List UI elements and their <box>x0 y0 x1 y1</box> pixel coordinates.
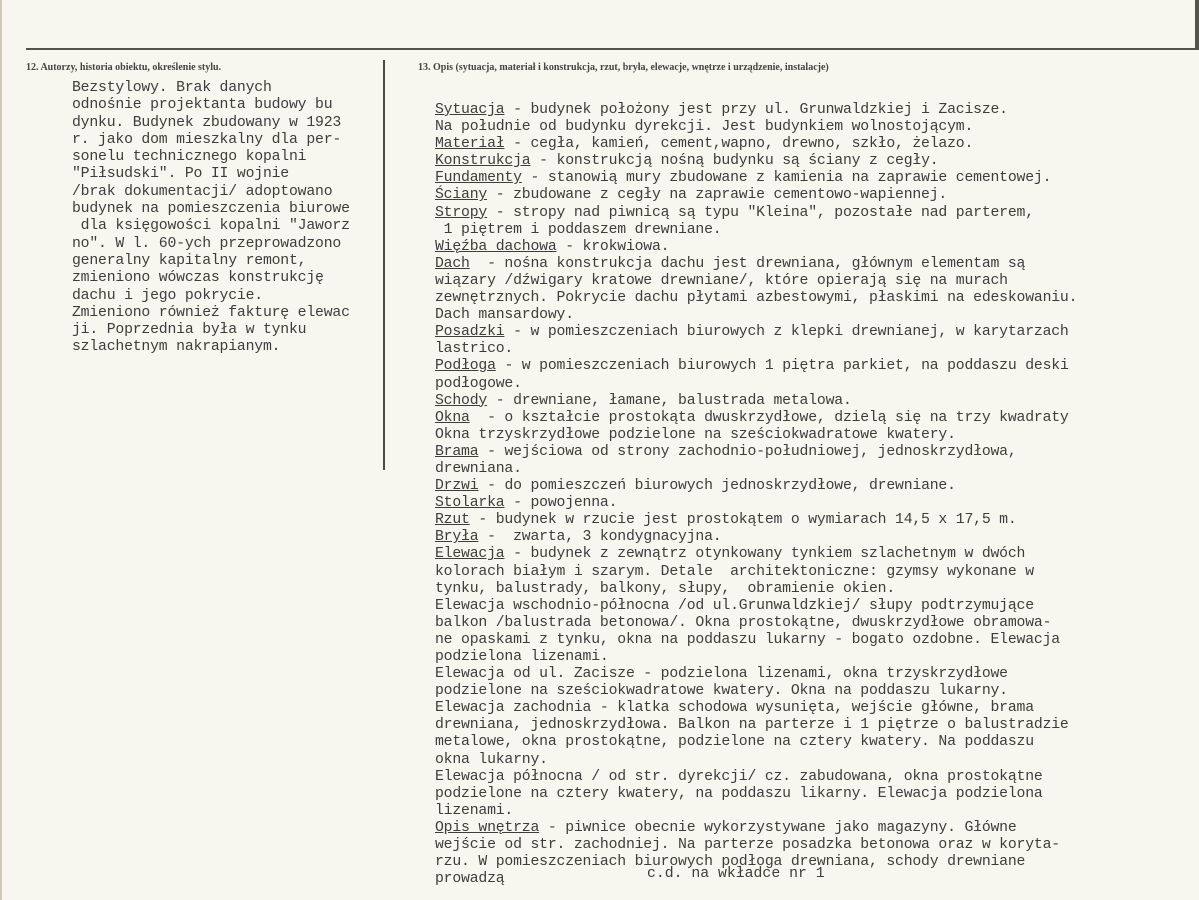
history-line: no". W l. 60-ych przeprowadzono <box>72 235 342 252</box>
description-line <box>435 410 1195 427</box>
section-text: - konstrukcją nośną budynku są ściany z cegły. <box>530 153 939 170</box>
section-text: Okna trzyskrzydłowe podzielone na sześciokwadratowe kwatery. <box>435 426 956 443</box>
section-text: - wejściowa od strony zachodnio-południowej, jednoskrzydłowa, <box>478 443 1017 460</box>
description-line <box>435 205 1195 222</box>
description-line <box>435 837 1195 854</box>
section-label: Rzut <box>435 512 470 529</box>
section-label: Dach <box>435 255 470 272</box>
section-text: - budynek w rzucie jest prostokątem o wymiarach 14,5 x 17,5 m. <box>469 512 1017 529</box>
description-line <box>435 564 1195 581</box>
section-label: Więźba dachowa <box>435 238 557 255</box>
section-label: Sytuacja <box>435 102 505 118</box>
section-text: tynku, balustrady, balkony, słupy, obramienie okien. <box>435 580 896 597</box>
section-text: Elewacja wschodnio-północna /od ul.Grunwaldzkiej/ słupy podtrzymujące <box>435 597 1034 614</box>
description-line <box>435 341 1195 358</box>
continuation-note: c.d. na wkładce nr 1 <box>647 866 825 882</box>
section-text: - drewniane, łamane, balustrada metalowa. <box>487 392 852 409</box>
section-text: Elewacja północna / od str. dyrekcji/ cz. zabudowana, okna prostokątne <box>435 768 1043 785</box>
section-label: Elewacja <box>435 546 505 563</box>
section-label: Posadzki <box>435 324 505 341</box>
description-line <box>435 666 1195 683</box>
section-text: rzu. W pomieszczeniach biurowych podłoga drewniana, schody drewniane <box>435 854 1026 871</box>
section-label: Drzwi <box>435 478 479 495</box>
description-line <box>435 820 1195 837</box>
section-label: Fundamenty <box>435 170 522 187</box>
section-label: Schody <box>435 392 488 409</box>
description-line <box>435 222 1195 239</box>
section-text: - piwnice obecnie wykorzystywane jako magazyny. Główne <box>539 819 1017 836</box>
section-text: drewniana. <box>435 460 522 477</box>
section-13-heading: 13. Opis (sytuacja, materiał i konstrukcja, rzut, bryła, elewacje, wnętrze i urządzenie, instalacje) <box>418 62 829 73</box>
description-line <box>435 717 1195 734</box>
section-text: - w pomieszczeniach biurowych z klepki drewnianej, w karytarzach <box>504 324 1069 341</box>
section-text: 1 piętrem i poddaszem drewniane. <box>435 221 722 238</box>
section-text: podłogowe. <box>435 375 522 392</box>
description-text <box>435 102 1195 888</box>
description-line <box>435 102 1195 119</box>
section-text: - stropy nad piwnicą są typu "Kleina", pozostałe nad parterem, <box>487 204 1034 221</box>
description-line <box>435 769 1195 786</box>
history-line: dynku. Budynek zbudowany w 1923 <box>72 114 342 131</box>
description-line <box>435 546 1195 563</box>
section-text: Dach mansardowy. <box>435 307 574 324</box>
section-label: Opis wnętrza <box>435 819 540 836</box>
section-text: kolorach białym i szarym. Detale architektoniczne: gzymsy wykonane w <box>435 563 1034 580</box>
section-text: drewniana, jednoskrzydłowa. Balkon na parterze i 1 piętrze o balustradzie <box>435 717 1069 734</box>
history-line: zmieniono wówczas konstrukcję <box>72 270 324 287</box>
section-12-heading: 12. Autorzy, historia obiektu, określenie stylu. <box>26 62 222 73</box>
section-label: Ściany <box>435 187 488 204</box>
description-line <box>435 495 1195 512</box>
description-line <box>435 136 1195 153</box>
description-line <box>435 581 1195 598</box>
section-text: Elewacja zachodnia - klatka schodowa wysunięta, wejście główne, brama <box>435 700 1034 717</box>
description-line <box>435 786 1195 803</box>
section-text: - powojenna. <box>504 495 618 512</box>
description-line <box>435 358 1195 375</box>
section-text: Elewacja od ul. Zacisze - podzielona lizenami, okna trzyskrzydłowe <box>435 666 1008 683</box>
description-line <box>435 444 1195 461</box>
section-text: ne opaskami z tynku, okna na poddaszu lukarny - bogato ozdobne. Elewacja <box>435 631 1060 648</box>
description-line <box>435 273 1195 290</box>
history-text <box>72 80 380 357</box>
description-line <box>435 256 1195 273</box>
description-line <box>435 187 1195 204</box>
section-text: lizenami. <box>435 802 514 819</box>
description-line <box>435 598 1195 615</box>
history-line: odnośnie projektanta budowy bu <box>72 97 333 114</box>
section-label: Stropy <box>435 204 488 221</box>
description-line <box>435 803 1195 820</box>
section-label: Brama <box>435 443 479 460</box>
section-label: Bryła <box>435 529 479 546</box>
section-label: Okna <box>435 409 470 426</box>
description-line <box>435 393 1195 410</box>
section-text: metalowe, okna prostokątne, podzielone na cztery kwatery. Na poddaszu <box>435 734 1034 751</box>
section-text: - cegła, kamień, cement,wapno, drewno, szkło, żelazo. <box>504 136 974 153</box>
description-line <box>435 615 1195 632</box>
section-label: Konstrukcja <box>435 153 531 170</box>
section-text: - stanowią mury zbudowane z kamienia na zaprawie cementowej. <box>521 170 1052 187</box>
history-line: Bezstylowy. Brak danych <box>72 80 272 96</box>
history-line: szlachetnym nakrapianym. <box>72 339 281 356</box>
section-label: Podłoga <box>435 358 496 375</box>
history-line: sonelu technicznego kopalni <box>72 149 307 166</box>
section-text: - budynek położony jest przy ul. Grunwaldzkiej i Zacisze. <box>504 102 1008 118</box>
description-line <box>435 119 1195 136</box>
history-line: dachu i jego pokrycie. <box>72 287 263 304</box>
description-line <box>435 683 1195 700</box>
column-divider <box>383 60 385 470</box>
section-text: zewnętrznych. Pokrycie dachu płytami azbestowymi, płaskimi na edeskowaniu. <box>435 290 1078 307</box>
section-text: prowadzą <box>435 871 505 888</box>
section-text: wejście od str. zachodniej. Na parterze posadzka betonowa oraz w koryta- <box>435 837 1060 854</box>
section-text: - nośna konstrukcja dachu jest drewniana, głównym elementam są <box>469 255 1026 272</box>
description-line <box>435 632 1195 649</box>
section-text: wiązary /dźwigary kratowe drewniane/, które opierają się na murach <box>435 272 1008 289</box>
top-rule <box>26 48 1199 50</box>
history-line: r. jako dom mieszkalny dla per- <box>72 131 342 148</box>
section-text: - do pomieszczeń biurowych jednoskrzydłowe, drewniane. <box>478 478 956 495</box>
section-text: Na południe od budynku dyrekcji. Jest budynkiem wolnostojącym. <box>435 119 974 136</box>
description-line <box>435 324 1195 341</box>
description-line <box>435 752 1195 769</box>
description-line <box>435 461 1195 478</box>
description-line <box>435 649 1195 666</box>
section-text: - zwarta, 3 kondygnacyjna. <box>478 529 722 546</box>
description-line <box>435 239 1195 256</box>
description-line <box>435 170 1195 187</box>
top-rule-corner <box>1195 0 1199 50</box>
section-text: okna lukarny. <box>435 751 548 768</box>
history-line: dla księgowości kopalni "Jaworz <box>72 218 350 235</box>
history-line: ji. Poprzednia była w tynku <box>72 322 307 339</box>
history-line: "Piłsudski". Po II wojnie <box>72 166 289 183</box>
history-line: /brak dokumentacji/ adoptowano <box>72 183 333 200</box>
description-line <box>435 529 1195 546</box>
section-text: podzielone na sześciokwadratowe kwatery. Okna na poddaszu lukarny. <box>435 683 1008 700</box>
description-line <box>435 700 1195 717</box>
description-line <box>435 376 1195 393</box>
section-text: podzielone na cztery kwatery, na poddaszu likarny. Elewacja podzielona <box>435 785 1043 802</box>
description-line <box>435 307 1195 324</box>
history-line: Zmieniono również fakturę elewac <box>72 304 350 321</box>
history-line: generalny kapitalny remont, <box>72 252 307 269</box>
description-line <box>435 427 1195 444</box>
description-line <box>435 512 1195 529</box>
history-line: budynek na pomieszczenia biurowe <box>72 201 350 218</box>
section-label: Materiał <box>435 136 505 153</box>
description-line <box>435 153 1195 170</box>
description-line <box>435 734 1195 751</box>
section-text: lastrico. <box>435 341 514 358</box>
description-line <box>435 478 1195 495</box>
section-text: podzielona lizenami. <box>435 649 609 665</box>
section-label: Stolarka <box>435 495 505 512</box>
description-line <box>435 290 1195 307</box>
section-text: - budynek z zewnątrz otynkowany tynkiem szlachetnym w dwóch <box>504 546 1026 563</box>
section-text: - krokwiowa. <box>556 238 670 255</box>
section-text: balkon /balustrada betonowa/. Okna prostokątne, dwuskrzydłowe obramowa- <box>435 614 1052 631</box>
section-text: - w pomieszczeniach biurowych 1 piętra parkiet, na poddaszu deski <box>495 358 1069 375</box>
section-text: - o kształcie prostokąta dwuskrzydłowe, dzielą się na trzy kwadraty <box>469 409 1069 426</box>
section-text: - zbudowane z cegły na zaprawie cementowo-wapiennej. <box>487 187 948 204</box>
